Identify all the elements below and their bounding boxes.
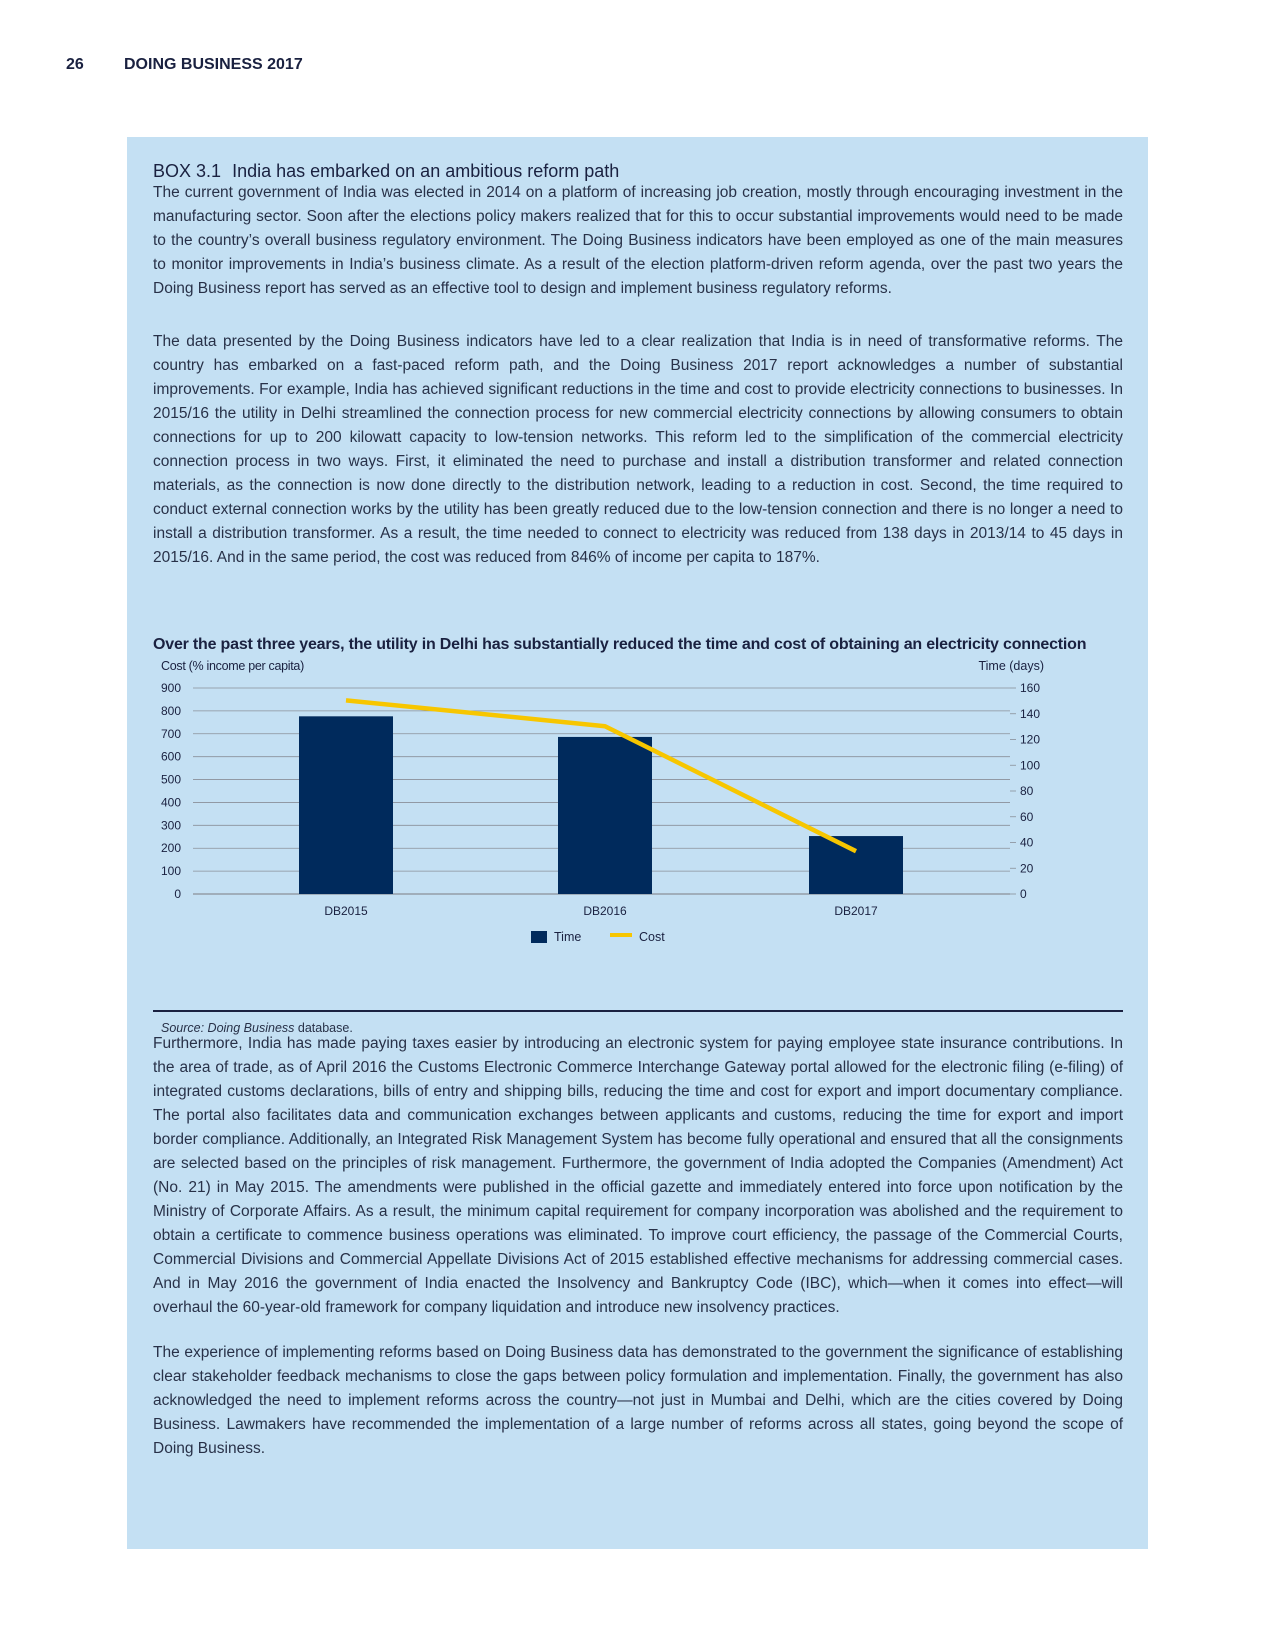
category-label: DB2016: [583, 904, 627, 918]
left-tick-label: 900: [160, 681, 181, 695]
box-3-1: [127, 137, 1148, 1549]
left-tick-label: 600: [160, 749, 181, 764]
chart: [127, 659, 1148, 1007]
right-tick-label: 100: [1020, 758, 1041, 773]
left-tick-label: 800: [160, 703, 181, 718]
legend-time-swatch: [531, 931, 547, 943]
category-label: DB2015: [324, 904, 368, 918]
left-tick-label: 500: [160, 772, 181, 787]
right-axis-title: Time (days): [978, 659, 1044, 673]
publication-title: DOING BUSINESS 2017: [124, 56, 303, 73]
box-heading: India has embarked on an ambitious reform path: [232, 161, 620, 181]
box-label: BOX 3.1: [153, 161, 222, 181]
right-tick-label: 60: [1020, 809, 1034, 824]
box-title: [153, 161, 619, 182]
paragraph-2: The data presented by the Doing Business indicators have led to a clear realization that India is in need of transformative reforms. The country has embarked on a fast-paced reform path, and the Doing Business 2017 report acknowledges a number of substantial improvements. For example, India has achieved significant reductions in the time and cost to provide electricity connections to businesses. In 2015/16 the utility in Delhi streamlined the connection process for new commercial electricity connections by allowing consumers to obtain connections for up to 200 kilowatt capacity to low-tension networks. This reform led to the simplification of the commercial electricity connection process in two ways. First, it eliminated the need to purchase and install a distribution transformer and related connection materials, as the connection is now done directly to the distribution network, leading to a reduction in cost. Second, the time required to conduct external connection works by the utility has been greatly reduced due to the low-tension connection and there is no longer a need to install a distribution transformer. As a result, the time needed to connect to electricity was reduced from 138 days in 2013/14 to 45 days in 2015/16. And in the same period, the cost was reduced from 846% of income per capita to 187%.: [153, 333, 1123, 566]
right-tick-label: 140: [1020, 706, 1041, 721]
source-rest: database.: [294, 1021, 353, 1035]
chart-heading: Over the past three years, the utility in Delhi has substantially reduced the time and cost of obtaining an electricity connection: [153, 636, 1087, 653]
page-header: [66, 56, 303, 74]
time-bar-db2017: [809, 836, 903, 894]
right-tick-label: 20: [1020, 861, 1034, 876]
left-tick-label: 700: [160, 726, 181, 741]
right-tick-label: 40: [1020, 835, 1034, 850]
right-tick-label: 0: [1020, 887, 1027, 901]
source-italic: Source: Doing Business: [161, 1021, 295, 1035]
legend-time-label: Time: [554, 930, 582, 944]
right-tick-label: 80: [1020, 784, 1034, 798]
left-tick-label: 100: [160, 864, 181, 879]
right-tick-label: 160: [1020, 681, 1041, 695]
paragraph-1: The current government of India was elected in 2014 on a platform of increasing job creation, mostly through encouraging investment in the manufacturing sector. Soon after the elections policy makers realized that for this to occur substantial improvements would need to be made to the country’s overall business regulatory environment. The Doing Business indicators have been employed as one of the main measures to monitor improvements in India’s business climate. As a result of the election platform-driven reform agenda, over the past two years the Doing Business report has served as an effective tool to design and implement business regulatory reforms.: [153, 184, 1123, 297]
legend-cost-label: Cost: [639, 930, 665, 944]
left-tick-label: 0: [174, 887, 181, 901]
chart-divider: [153, 1010, 1123, 1012]
right-tick-label: 120: [1020, 732, 1041, 747]
time-bar-db2016: [558, 737, 652, 894]
left-tick-label: 200: [160, 841, 181, 856]
page-number: 26: [66, 56, 84, 73]
left-tick-label: 400: [160, 795, 181, 810]
category-label: DB2017: [834, 904, 878, 918]
paragraph-3: Furthermore, India has made paying taxes easier by introducing an electronic system for paying employee state insurance contributions. In the area of trade, as of April 2016 the Customs Electronic Commerce Interchange Gateway portal allowed for the electronic filing (e-filing) of integrated customs declarations, bills of entry and shipping bills, reducing the time and cost for export and import documentary compliance. The portal also facilitates data and communication exchanges between applicants and customs, reducing the time for export and import border compliance. Additionally, an Integrated Risk Management System has become fully operational and ensured that all the consignments are selected based on the principles of risk management. Furthermore, the government of India adopted the Companies (Amendment) Act (No. 21) in May 2015. The amendments were published in the official gazette and immediately entered into force upon notification by the Ministry of Corporate Affairs. As a result, the minimum capital requirement for company incorporation was abolished and the requirement to obtain a certificate to commence business operations was eliminated. To improve court efficiency, the passage of the Commercial Courts, Commercial Divisions and Commercial Appellate Divisions Act of 2015 established effective mechanisms for addressing commercial cases. And in May 2016 the government of India enacted the Insolvency and Bankruptcy Code (IBC), which—when it comes into effect—will overhaul the 60-year-old framework for company liquidation and introduce new insolvency practices.: [153, 1035, 1123, 1316]
left-tick-label: 300: [160, 818, 181, 833]
paragraph-4: The experience of implementing reforms based on Doing Business data has demonstrated to the government the significance of establishing clear stakeholder feedback mechanisms to close the gaps between policy formulation and implementation. Finally, the government has also acknowledged the need to implement reforms across the country—not just in Mumbai and Delhi, which are the cities covered by Doing Business. Lawmakers have recommended the implementation of a large number of reforms across all states, going beyond the scope of Doing Business.: [153, 1344, 1123, 1457]
left-axis-title: Cost (% income per capita): [161, 659, 304, 673]
time-bar-db2015: [299, 716, 393, 894]
